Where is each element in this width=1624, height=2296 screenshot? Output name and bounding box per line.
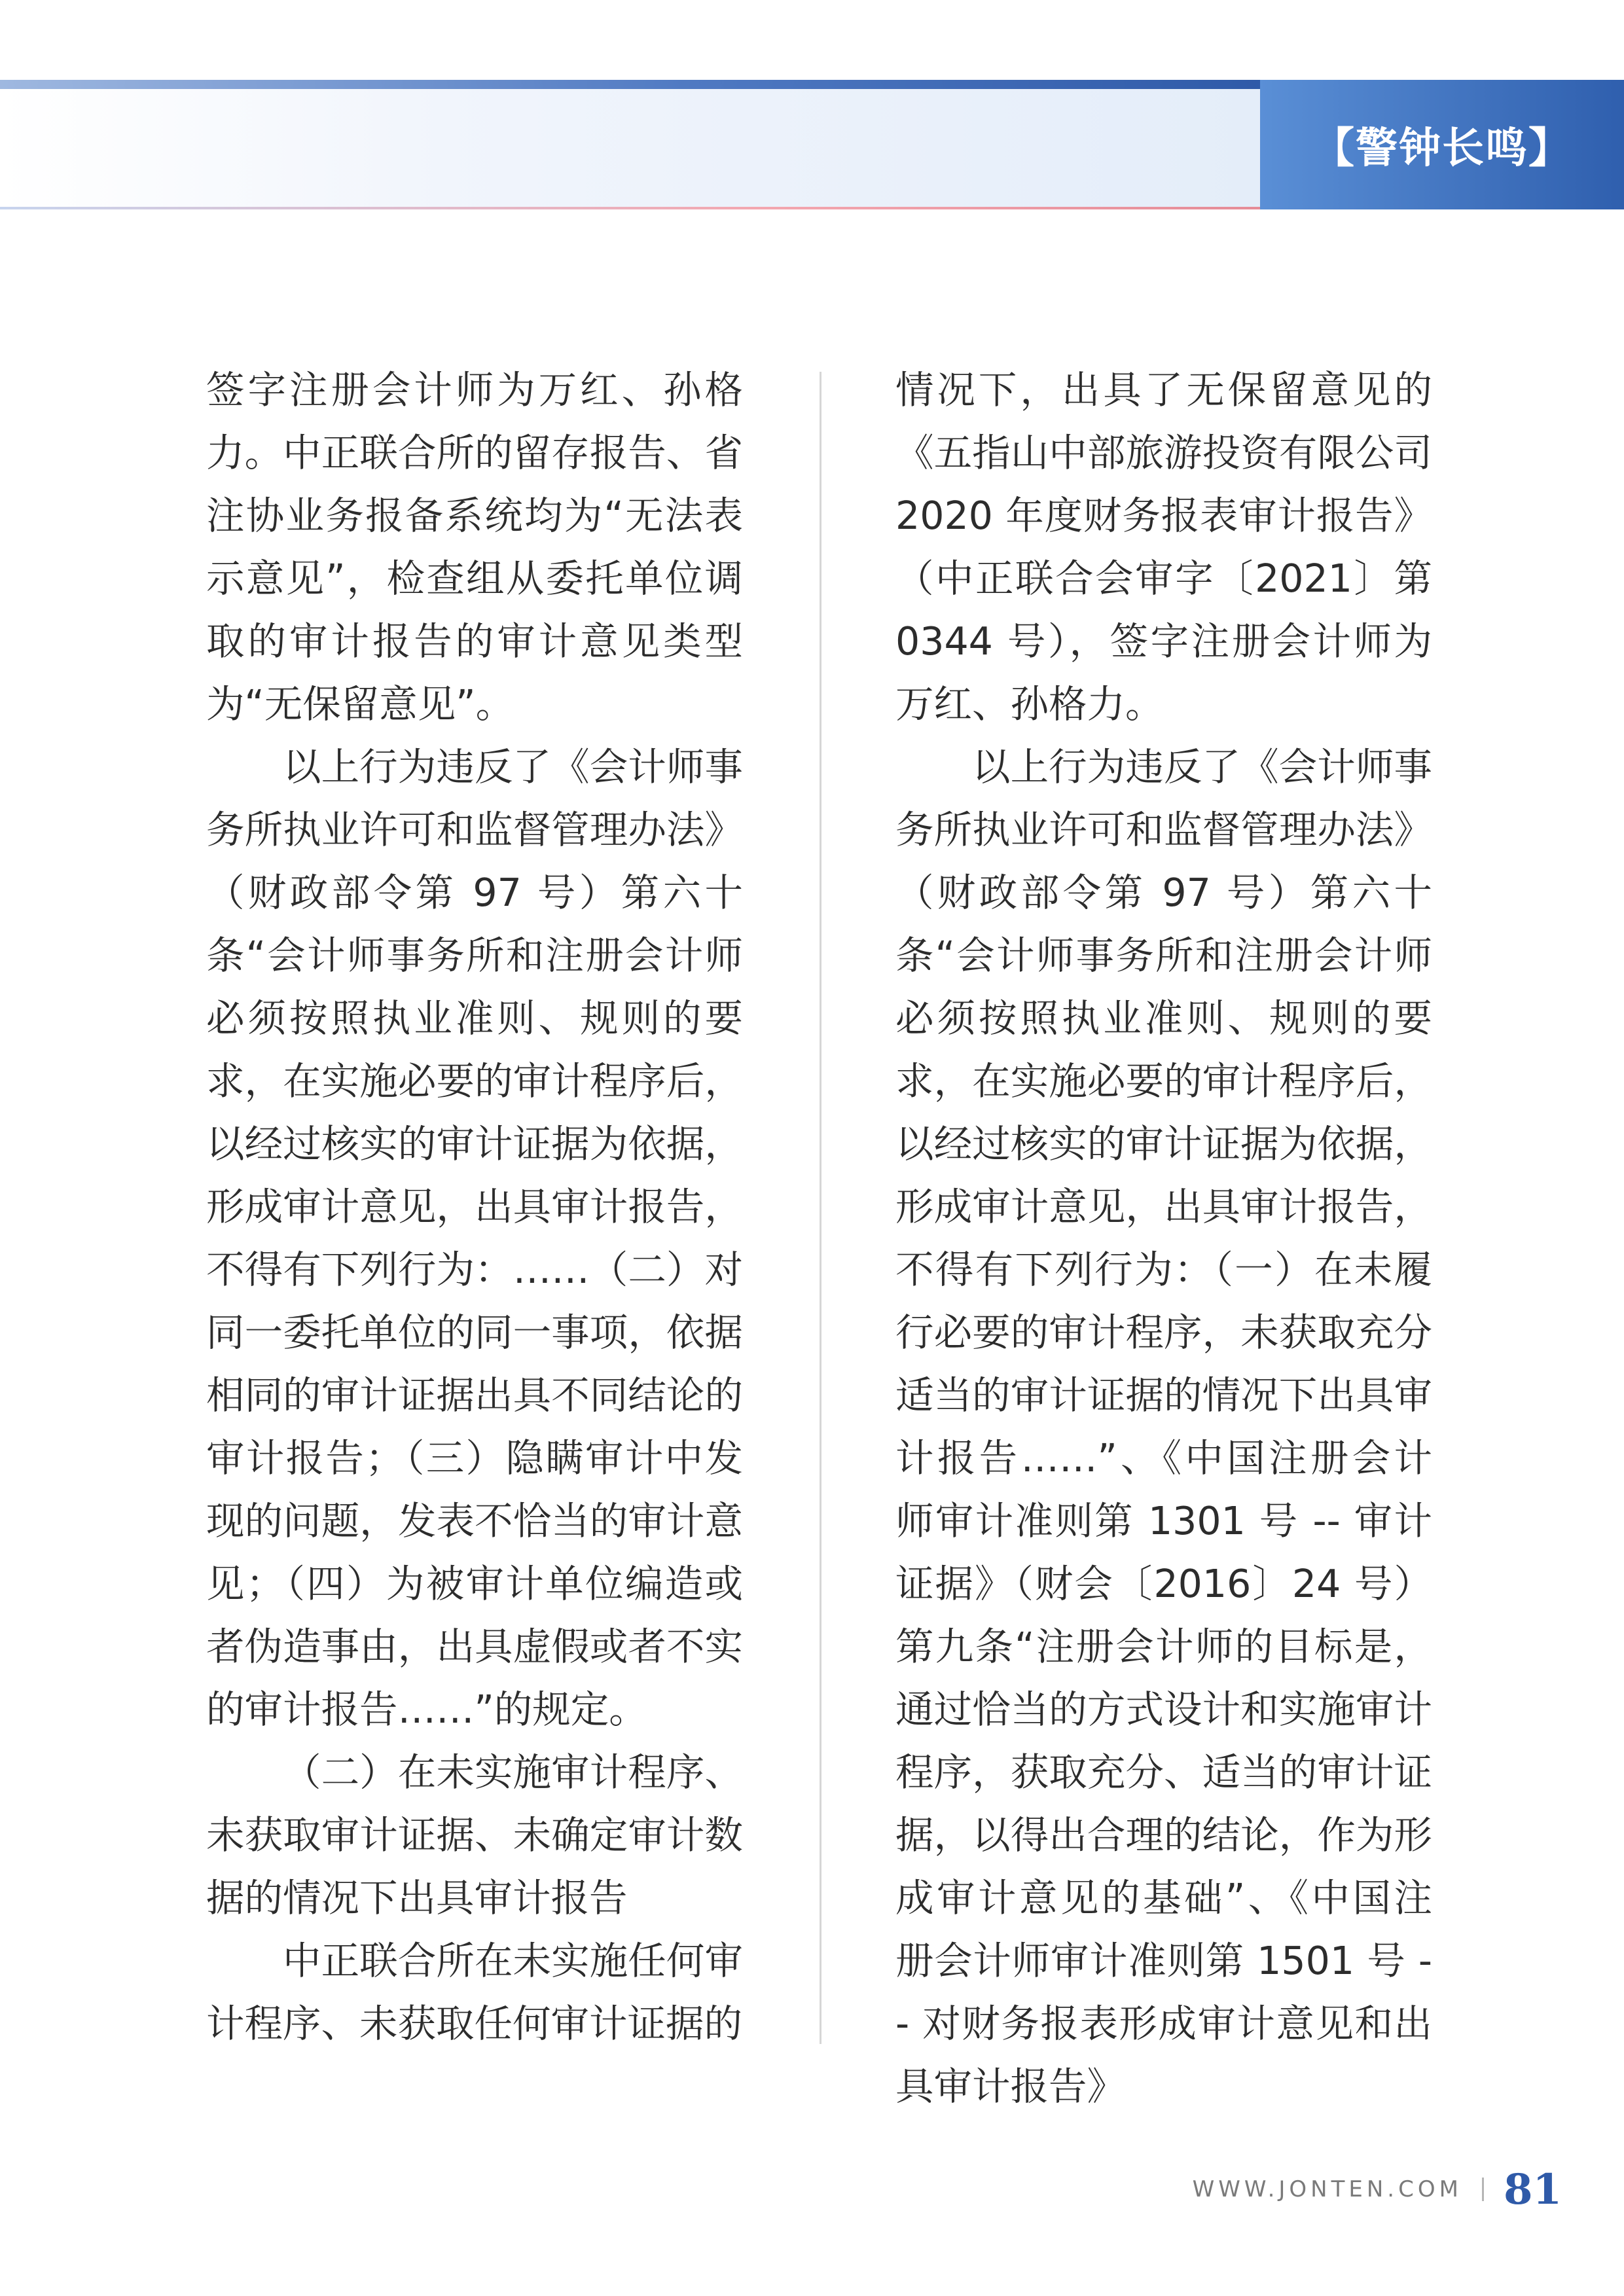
column-divider	[820, 372, 821, 2044]
page-footer	[1193, 2160, 1562, 2219]
header-underline	[0, 207, 1260, 209]
paragraph: 情况下，出具了无保留意见的《五指山中部旅游投资有限公司 2020 年度财务报表审计报告》（中正联合会审字〔2021〕第 0344 号），签字注册会计师为万红、孙格力。	[895, 368, 1432, 726]
paragraph: 签字注册会计师为万红、孙格力。中正联合所的留存报告、省注协业务报备系统均为“无法表示意见”，检查组从委托单位调取的审计报告的审计意见类型为“无保留意见”。	[206, 368, 743, 726]
paragraph: 中正联合所在未实施任何审计程序、未获取任何审计证据的	[206, 1939, 743, 2046]
subheading: （二）在未实施审计程序、未获取审计证据、未确定审计数据的情况下出具审计报告	[206, 1750, 743, 1920]
left-column	[206, 359, 743, 2055]
section-title: 【警钟长鸣】	[1260, 80, 1624, 209]
right-column	[895, 359, 1432, 2118]
footer-separator	[1482, 2178, 1484, 2201]
header-band	[0, 89, 1260, 207]
header-accent-line	[0, 80, 1260, 89]
website-link[interactable]: WWW.JONTEN.COM	[1192, 2176, 1462, 2202]
paragraph: 以上行为违反了《会计师事务所执业许可和监督管理办法》（财政部令第 97 号）第六十条“会计师事务所和注册会计师必须按照执业准则、规则的要求，在实施必要的审计程序后，以经过核实的审计证据为依据，形成审计意见，出具审计报告，不得有下列行为：（一）在未履行必要的审计程序，未获取充分适当的审计证据的情况下出具审计报告……”、《中国注册会计师审计准则第 1301 号 -- 审计证据》（财会〔2016〕24 号）第九条“注册会计师的目标是，通过恰当的方式设计和实施审计程序，获取充分、适当的审计证据，以得出合理的结论，作为形成审计意见的基础”、《中国注册会计师审计准则第 1501 号 -- 对财务报表形成审计意见和出具审计报告》	[895, 745, 1432, 2109]
page-number: 81	[1503, 2164, 1562, 2214]
page-header	[0, 80, 1624, 213]
paragraph: 以上行为违反了《会计师事务所执业许可和监督管理办法》（财政部令第 97 号）第六十条“会计师事务所和注册会计师必须按照执业准则、规则的要求，在实施必要的审计程序后，以经过核实的审计证据为依据，形成审计意见，出具审计报告，不得有下列行为：……（二）对同一委托单位的同一事项，依据相同的审计证据出具不同结论的审计报告；（三）隐瞒审计中发现的问题，发表不恰当的审计意见；（四）为被审计单位编造或者伪造事由，出具虚假或者不实的审计报告……”的规定。	[206, 745, 743, 1732]
